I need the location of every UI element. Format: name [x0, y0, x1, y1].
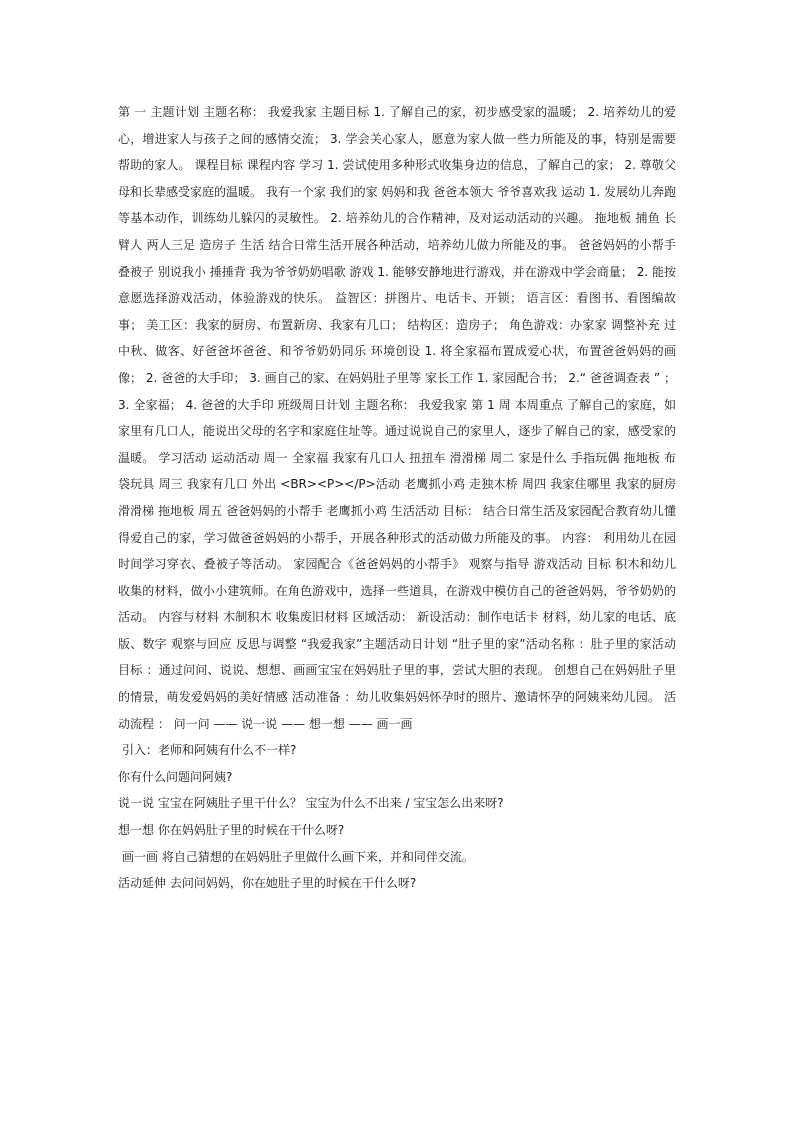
talk-line: 说一说 宝宝在阿姨肚子里干什么？ 宝宝为什么不出来 / 宝宝怎么出来呀? — [118, 796, 504, 811]
draw-line: 画一画 将自己猜想的在妈妈肚子里做什么画下来，并和同伴交流。 — [122, 849, 474, 864]
main-paragraph: 第 一 主题计划 主题名称： 我爱我家 主题目标 1. 了解自己的家，初步感受家的温暖； 2. 培养幼儿的爱心，增进家人与孩子之间的感情交流； 3. 学会关心家人，愿意为家人做一些力所能及的事，特别是需要帮助的家人。 课程目标 课程内容 学习 1. 尝试使用多种形式收集身边的信息，了解自己的家； 2. 尊敬父母和长辈感受家庭的温暖。 我有一个家 我们的家 妈妈和我 爸爸本领大 爷爷喜欢我 运动 1. 发展幼儿奔跑等基本动作，训练幼儿躲闪的灵敏性。 2. 培养幼儿的合作精神，及对运动活动的兴趣。 拖地板 捕鱼 长臂人 两人三足 造房子 生活 结合日常生活开展各种活动，培养幼儿做力所能及的事。 爸爸妈妈的小帮手 叠被子 别说我小 捶捶背 我为爷爷奶奶唱歌 游戏 1. 能够安静地进行游戏，并在游戏中学会商量； 2. 能按意愿选择游戏活动，体验游戏的快乐。 益智区：拼图片、电话卡、开锁； 语言区：看图书、看图编故事； 美工区：我家的厨房、布置新房、我家有几口； 结构区：造房子； 角色游戏：办家家 调整补充 过中秋、做客、好爸爸坏爸爸、和爷爷奶奶同乐 环境创设 1. 将全家福布置成爱心状，布置爸爸妈妈的画像； 2. 爸爸的大手印； 3. 画自己的家、在妈妈肚子里等 家长工作 1. 家园配合书； 2.“ 爸爸调查表 ” ； 3. 全家福； 4. 爸爸的大手印 班级周日计划 主题名称： 我爱我家 第 1 周 本周重点 了解自己的家庭，如家里有几口人，能说出父母的名字和家庭住址等。通过说说自己的家里人，逐步了解自己的家，感受家的温暖。 学习活动 运动活动 周一 全家福 我家有几口人 扭扭车 滑滑梯 周二 家是什么 手指玩偶 拖地板 布袋玩具 周三 我家有几口 外出 <BR><P></P>活动 老鹰抓小鸡 走独木桥 周四 我家住哪里 我家的厨房 滑滑梯 拖地板 周五 爸爸妈妈的小帮手 老鹰抓小鸡 生活活动 目标： 结合日常生活及家园配合教育幼儿懂得爱自己的家，学习做爸爸妈妈的小帮手，开展各种形式的活动做力所能及的事。 内容： 利用幼儿在园时间学习穿衣、叠被子等活动。 家园配合《爸爸妈妈的小帮手》 观察与指导 游戏活动 目标 积木和幼儿收集的材料，做小小建筑师。在角色游戏中，选择一些道具，在游戏中模仿自己的爸爸妈妈，爷爷奶奶的活动。 内容与材料 木制积木 收集废旧材料 区域活动： 新设活动：制作电话卡 材料，幼儿家的电话、底版、数字 观察与回应 反思与调整 “我爱我家”主题活动日计划 “肚子里的家”活动名称 ：肚子里的家活动目标 ：通过问问、说说、想想、画画宝宝在妈妈肚子里的事，尝试大胆的表现。 创想自己在妈妈肚子里的情景，萌发爱妈妈的美好情感 活动准备 ：幼儿收集妈妈怀孕时的照片、邀请怀孕的阿姨来幼儿园。 活动流程 ： 问一问 —— 说一说 —— 想一想 —— 画一画 — [118, 105, 676, 731]
document-content — [118, 99, 676, 897]
extension-line: 活动延伸 去问问妈妈，你在她肚子里的时候在干什么呀? — [118, 876, 417, 891]
question-line: 你有什么问题问阿姨? — [118, 769, 233, 784]
intro-line: 引入：老师和阿姨有什么不一样? — [122, 743, 297, 758]
think-line: 想一想 你在妈妈肚子里的时候在干什么呀? — [118, 823, 345, 838]
